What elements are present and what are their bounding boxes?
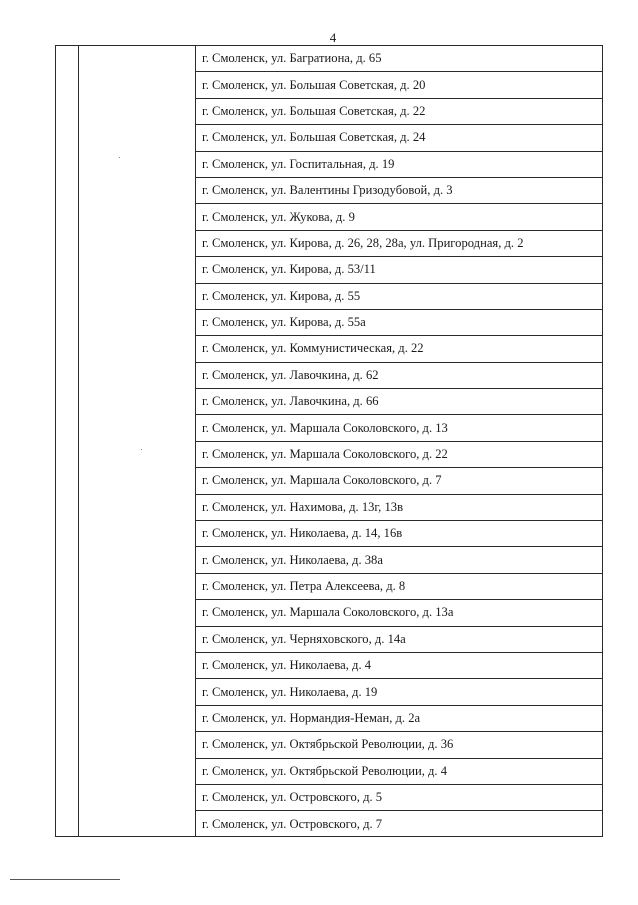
address-cell: г. Смоленск, ул. Большая Советская, д. 24: [196, 125, 602, 151]
address-cell: г. Смоленск, ул. Петра Алексеева, д. 8: [196, 574, 602, 600]
address-cell: г. Смоленск, ул. Маршала Соколовского, д. 13: [196, 415, 602, 441]
address-cell: г. Смоленск, ул. Николаева, д. 19: [196, 679, 602, 705]
address-cell: г. Смоленск, ул. Николаева, д. 14, 16в: [196, 521, 602, 547]
address-cell: г. Смоленск, ул. Маршала Соколовского, д. 7: [196, 468, 602, 494]
address-cell: г. Смоленск, ул. Николаева, д. 38а: [196, 547, 602, 573]
scan-speck: [141, 449, 142, 450]
address-cell: г. Смоленск, ул. Кирова, д. 55а: [196, 310, 602, 336]
address-cell: г. Смоленск, ул. Лавочкина, д. 62: [196, 363, 602, 389]
address-cell: г. Смоленск, ул. Кирова, д. 53/11: [196, 257, 602, 283]
address-cell: г. Смоленск, ул. Багратиона, д. 65: [196, 46, 602, 72]
address-table: [55, 45, 603, 837]
address-column: [196, 46, 602, 836]
address-cell: г. Смоленск, ул. Жукова, д. 9: [196, 204, 602, 230]
address-cell: г. Смоленск, ул. Нормандия-Неман, д. 2а: [196, 706, 602, 732]
address-cell: г. Смоленск, ул. Маршала Соколовского, д. 13а: [196, 600, 602, 626]
scan-speck: [119, 157, 120, 158]
address-cell: г. Смоленск, ул. Госпитальная, д. 19: [196, 152, 602, 178]
address-cell: г. Смоленск, ул. Большая Советская, д. 20: [196, 72, 602, 98]
address-cell: г. Смоленск, ул. Октябрьской Революции, д. 36: [196, 732, 602, 758]
address-cell: г. Смоленск, ул. Нахимова, д. 13г, 13в: [196, 495, 602, 521]
address-cell: г. Смоленск, ул. Октябрьской Революции, д. 4: [196, 759, 602, 785]
address-cell: г. Смоленск, ул. Лавочкина, д. 66: [196, 389, 602, 415]
address-cell: г. Смоленск, ул. Маршала Соколовского, д. 22: [196, 442, 602, 468]
address-cell: г. Смоленск, ул. Островского, д. 5: [196, 785, 602, 811]
address-cell: г. Смоленск, ул. Кирова, д. 26, 28, 28а, ул. Пригородная, д. 2: [196, 231, 602, 257]
address-cell: г. Смоленск, ул. Черняховского, д. 14а: [196, 627, 602, 653]
address-cell: г. Смоленск, ул. Большая Советская, д. 22: [196, 99, 602, 125]
address-cell: г. Смоленск, ул. Коммунистическая, д. 22: [196, 336, 602, 362]
footer-rule: [10, 879, 120, 880]
column-divider-1: [78, 46, 79, 836]
address-cell: г. Смоленск, ул. Кирова, д. 55: [196, 284, 602, 310]
address-cell: г. Смоленск, ул. Николаева, д. 4: [196, 653, 602, 679]
address-cell: г. Смоленск, ул. Островского, д. 7: [202, 817, 383, 832]
address-cell: г. Смоленск, ул. Валентины Гризодубовой, д. 3: [196, 178, 602, 204]
page-number: 4: [329, 30, 337, 45]
